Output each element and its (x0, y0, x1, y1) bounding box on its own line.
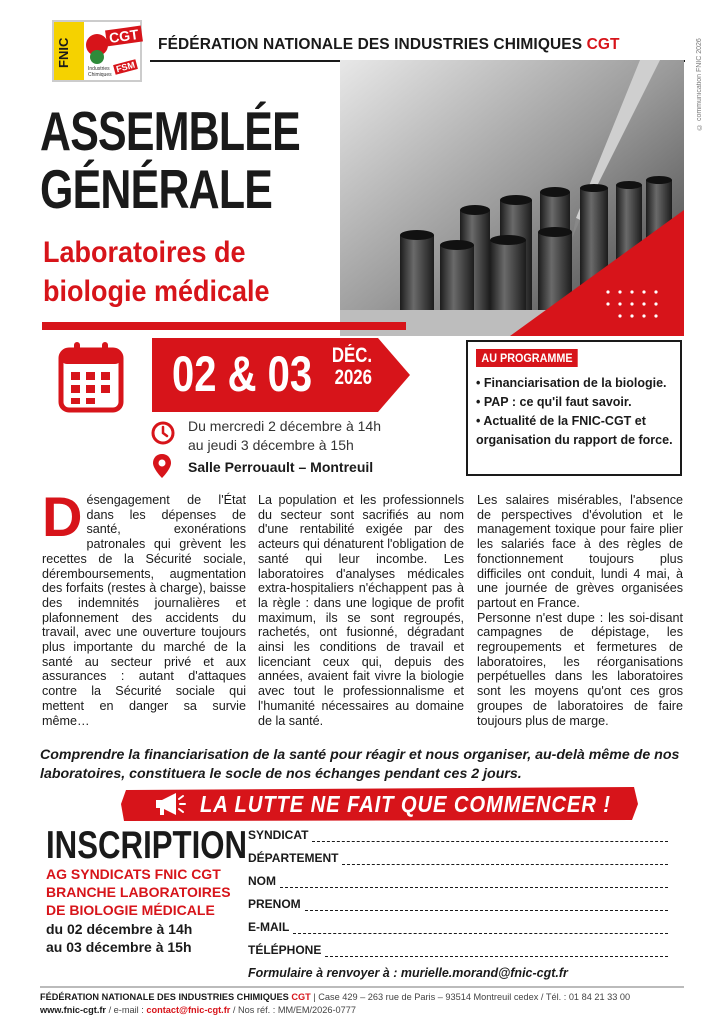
dropcap: D (42, 485, 83, 548)
federation-title: FÉDÉRATION NATIONALE DES INDUSTRIES CHIMIQUES CGT (158, 36, 620, 53)
email-link[interactable]: contact@fnic-cgt.fr (146, 1005, 231, 1015)
program-item: • Financiarisation de la biologie. (476, 376, 667, 390)
event-month: DÉC. 2026 (331, 344, 372, 389)
event-days: 02 & 03 (172, 346, 313, 402)
form-field-syndicat[interactable]: SYNDICAT (248, 828, 668, 842)
calendar-icon (58, 340, 124, 414)
fnic-cgt-logo (52, 20, 142, 82)
program-title: AU PROGRAMME (476, 349, 578, 367)
form-field-nom[interactable]: NOM (248, 874, 668, 888)
event-time-end: au jeudi 3 décembre à 15h (188, 437, 354, 453)
logo-cgt: CGT (105, 26, 142, 47)
program-item: • Actualité de la FNIC-CGT et organisation du rapport de force. (476, 414, 673, 447)
side-credit: © communication FNIC 2026 (696, 38, 703, 130)
location-pin-icon (152, 453, 172, 479)
website-link[interactable]: www.fnic-cgt.fr (40, 1005, 107, 1015)
title-line-1: ASSEMBLÉE (40, 100, 300, 162)
clock-icon (150, 420, 176, 446)
inscription-line: BRANCHE LABORATOIRES (46, 884, 231, 900)
logo-letters: FNIC (56, 37, 71, 69)
body-column-1: Désengagement de l'État dans les dépenses de santé, exonérations patronales qui grèvent les recettes de la Sécurité sociale, déremboursements, augmentation des forfaits (restes à charge), baisse des indemnités journalières et plafonnement des accidents du travail, avec une ouverture toujours plus importante du marché de la santé au secteur privé et aux assurances : autant d'attaques contre la Sécurité sociale qui mettent en danger sa survie même… (42, 485, 246, 728)
program-item: • PAP : ce qu'il faut savoir. (476, 395, 632, 409)
logo-fsm: FSM (115, 59, 136, 75)
megaphone-icon (152, 790, 186, 818)
laboratory-photo (340, 60, 684, 336)
body-column-2: La population et les professionnels du secteur sont sacrifiés au nom d'une rentabilité exigée par des acteurs qui dénaturent l'obligation de santé qui leur incombe. Les laboratoires d'analyses médicales extra-hospitaliers n'échappent pas à la règle : dans une logique de profit maximum, ils se sont regroupés, rachetés, ont fusionné, dégradant ainsi les conditions de travail et licenciant ceux qui, depuis des années, avaient fait vivre la biologie avec tout le professionnalisme et l'humanité nécessaires au domaine de la santé. (258, 493, 464, 728)
event-time-start: Du mercredi 2 décembre à 14h (188, 418, 381, 434)
form-field-prenom[interactable]: PRENOM (248, 897, 668, 911)
footer-address: FÉDÉRATION NATIONALE DES INDUSTRIES CHIMIQUES CGT | Case 429 – 263 rue de Paris – 93514 Montreuil cedex / Tél. : 01 84 21 33 00 (40, 992, 631, 1002)
inscription-line: AG SYNDICATS FNIC CGT (46, 866, 221, 882)
title-line-2: GÉNÉRALE (40, 158, 273, 220)
title-underline (42, 322, 406, 330)
event-venue: Salle Perrouault – Montreuil (188, 459, 374, 475)
inscription-date: du 02 décembre à 14h (46, 921, 193, 937)
subtitle-line-2: biologie médicale (43, 275, 270, 308)
subtitle-line-1: Laboratoires de (43, 236, 246, 269)
logo-subtitle: Industries Chimiques (88, 66, 112, 78)
footer-contact: www.fnic-cgt.fr / e-mail : contact@fnic-cgt.fr / Nos réf. : MM/EM/2026-0777 (40, 1005, 356, 1015)
form-field-telephone[interactable]: TÉLÉPHONE (248, 943, 668, 957)
body-column-3: Les salaires misérables, l'absence de perspectives d'évolution et le management toxique pour faire plier les salariés face à des règles de fonctionnement toujours plus difficiles ont conduit, lundi 4 mai, à une journée de grèves organisées partout en France. Personne n'est dupe : les soi-disant campagnes de dépistage, les regroupements et fermetures de laboratoires, les réorganisations perpétuelles dans les laboratoires sont les moyens qu'ont ces gros groupes de laboratoires de faire toujours plus de marge. (477, 493, 683, 728)
inscription-line: DE BIOLOGIE MÉDICALE (46, 902, 215, 918)
emphasis-statement: Comprendre la financiarisation de la santé pour réagir et nous organiser, au-delà même de nos laboratoires, constituera le socle de nos échanges pendant ces 2 jours. (40, 747, 680, 782)
inscription-date: au 03 décembre à 15h (46, 939, 192, 955)
slogan-text: LA LUTTE NE FAIT QUE COMMENCER ! (200, 791, 611, 817)
form-field-departement[interactable]: DÉPARTEMENT (248, 851, 668, 865)
form-return-note: Formulaire à renvoyer à : murielle.morand@fnic-cgt.fr (248, 966, 568, 980)
form-field-email[interactable]: E-MAIL (248, 920, 668, 934)
inscription-title: INSCRIPTION (46, 824, 248, 867)
footer-divider (40, 986, 684, 988)
